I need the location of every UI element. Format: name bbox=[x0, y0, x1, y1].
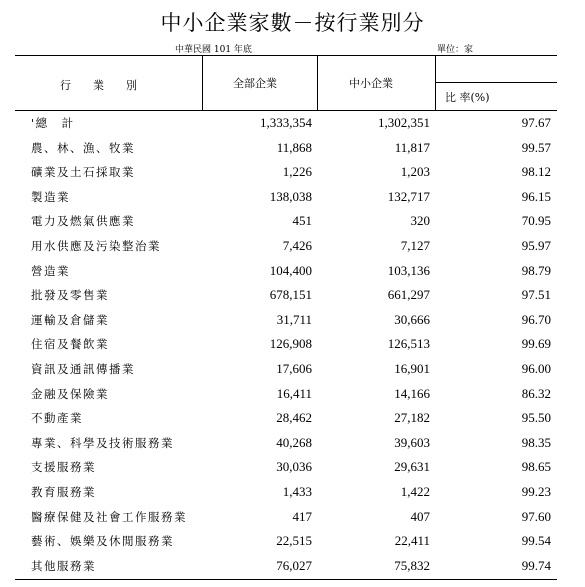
row-sme: 27,182 bbox=[394, 410, 430, 426]
header-industry: 行 業 別 bbox=[60, 79, 137, 92]
table-row bbox=[15, 381, 557, 405]
table-row bbox=[15, 430, 557, 454]
row-all-enterprises: 22,515 bbox=[276, 533, 312, 549]
row-all-enterprises: 31,711 bbox=[276, 311, 312, 327]
row-ratio: 97.60 bbox=[521, 508, 551, 524]
table-row bbox=[15, 528, 557, 552]
table-row bbox=[15, 454, 557, 478]
row-all-enterprises: 17,606 bbox=[276, 361, 312, 376]
data-table bbox=[15, 55, 557, 580]
header-ratio: 比 率(%) bbox=[445, 91, 490, 104]
row-sme: 22,411 bbox=[394, 533, 430, 549]
row-industry: 其他服務業 bbox=[31, 558, 96, 573]
row-sme: 320 bbox=[410, 213, 430, 229]
row-all-enterprises: 1,333,354 bbox=[260, 115, 312, 130]
table-row bbox=[15, 331, 557, 355]
ratio-header-rule bbox=[435, 82, 557, 83]
row-sme: 1,422 bbox=[400, 484, 430, 499]
row-industry: 不動產業 bbox=[31, 411, 83, 426]
row-ratio: 99.74 bbox=[521, 557, 551, 573]
row-all-enterprises: 16,411 bbox=[276, 385, 312, 401]
row-sme: 16,901 bbox=[394, 361, 430, 376]
table-row bbox=[15, 307, 557, 331]
row-ratio: 98.65 bbox=[521, 459, 551, 475]
table-row bbox=[15, 479, 557, 503]
row-ratio: 98.12 bbox=[521, 164, 551, 180]
header-divider-3 bbox=[435, 55, 436, 110]
row-ratio: 97.51 bbox=[521, 287, 551, 303]
row-all-enterprises: 1,226 bbox=[282, 164, 312, 180]
row-all-enterprises: 30,036 bbox=[276, 459, 312, 475]
row-sme: 1,203 bbox=[400, 164, 430, 180]
row-sme: 103,136 bbox=[387, 262, 430, 278]
row-ratio: 70.95 bbox=[521, 213, 551, 229]
row-industry: 農、林、漁、牧業 bbox=[31, 140, 135, 155]
row-all-enterprises: 28,462 bbox=[276, 410, 312, 426]
header-sme: 中小企業 bbox=[349, 77, 393, 90]
table-row bbox=[15, 208, 557, 232]
table-row bbox=[15, 356, 557, 380]
row-sme: 132,717 bbox=[387, 188, 430, 204]
row-industry: 礦業及土石採取業 bbox=[31, 165, 135, 180]
row-industry: 藝術、娛樂及休閒服務業 bbox=[31, 534, 174, 549]
row-all-enterprises: 451 bbox=[292, 213, 312, 229]
row-sme: 7,127 bbox=[400, 238, 430, 253]
row-all-enterprises: 1,433 bbox=[282, 484, 312, 499]
row-all-enterprises: 417 bbox=[292, 508, 312, 524]
row-sme: 11,817 bbox=[394, 139, 430, 155]
row-all-enterprises: 40,268 bbox=[276, 434, 312, 450]
table-row bbox=[15, 504, 557, 528]
row-sme: 661,297 bbox=[387, 287, 430, 303]
row-ratio: 95.50 bbox=[521, 410, 551, 426]
header-all-enterprises: 全部企業 bbox=[233, 77, 277, 90]
table-row bbox=[15, 110, 557, 134]
row-ratio: 98.35 bbox=[521, 434, 551, 450]
row-sme: 29,631 bbox=[394, 459, 430, 475]
row-ratio: 96.70 bbox=[521, 311, 551, 327]
row-industry: 住宿及餐飲業 bbox=[31, 337, 109, 352]
row-ratio: 99.69 bbox=[521, 336, 551, 352]
row-all-enterprises: 126,908 bbox=[269, 336, 312, 352]
row-industry: 電力及燃氣供應業 bbox=[31, 214, 135, 229]
table-row bbox=[15, 233, 557, 257]
table-row bbox=[15, 135, 557, 159]
row-sme: 14,166 bbox=[394, 385, 430, 401]
row-sme: 1,302,351 bbox=[378, 115, 430, 130]
row-industry: '總 計 bbox=[31, 116, 75, 130]
row-sme: 407 bbox=[410, 508, 430, 524]
row-sme: 126,513 bbox=[387, 336, 430, 352]
row-industry: 資訊及通訊傳播業 bbox=[31, 362, 135, 376]
row-sme: 39,603 bbox=[394, 434, 430, 450]
row-ratio: 98.79 bbox=[521, 262, 551, 278]
header-divider-1 bbox=[202, 55, 203, 110]
row-all-enterprises: 11,868 bbox=[276, 139, 312, 155]
row-ratio: 99.23 bbox=[521, 484, 551, 499]
row-industry: 教育服務業 bbox=[31, 485, 96, 499]
row-all-enterprises: 7,426 bbox=[282, 238, 312, 253]
date-note: 中華民國 101 年底 bbox=[175, 45, 252, 55]
row-sme: 75,832 bbox=[394, 557, 430, 573]
row-industry: 營造業 bbox=[31, 263, 70, 278]
row-all-enterprises: 104,400 bbox=[269, 262, 312, 278]
table-row bbox=[15, 405, 557, 429]
table-bottom-rule bbox=[15, 579, 557, 580]
table-row bbox=[15, 258, 557, 282]
row-ratio: 96.00 bbox=[521, 361, 551, 376]
row-all-enterprises: 138,038 bbox=[269, 188, 312, 204]
row-industry: 批發及零售業 bbox=[31, 288, 109, 303]
header-divider-2 bbox=[317, 55, 318, 110]
table-row bbox=[15, 553, 557, 577]
row-industry: 金融及保險業 bbox=[31, 386, 109, 401]
row-all-enterprises: 76,027 bbox=[276, 557, 312, 573]
row-industry: 用水供應及污染整治業 bbox=[31, 239, 161, 253]
row-industry: 醫療保健及社會工作服務業 bbox=[31, 509, 187, 524]
row-ratio: 95.97 bbox=[521, 238, 551, 253]
row-ratio: 99.54 bbox=[521, 533, 551, 549]
row-ratio: 99.57 bbox=[521, 139, 551, 155]
table-row bbox=[15, 159, 557, 183]
row-ratio: 96.15 bbox=[521, 188, 551, 204]
table-row bbox=[15, 184, 557, 208]
table-row bbox=[15, 282, 557, 306]
row-industry: 專業、科學及技術服務業 bbox=[31, 435, 174, 450]
row-industry: 製造業 bbox=[31, 189, 70, 204]
page-title: 中小企業家數－按行業別分 bbox=[160, 11, 425, 35]
unit-note: 單位：家 bbox=[437, 45, 474, 55]
table-top-rule bbox=[15, 55, 557, 56]
row-ratio: 86.32 bbox=[521, 385, 551, 401]
row-all-enterprises: 678,151 bbox=[269, 287, 312, 303]
row-industry: 運輸及倉儲業 bbox=[31, 312, 109, 327]
row-sme: 30,666 bbox=[394, 311, 430, 327]
row-industry: 支援服務業 bbox=[31, 460, 96, 475]
row-ratio: 97.67 bbox=[521, 115, 551, 130]
